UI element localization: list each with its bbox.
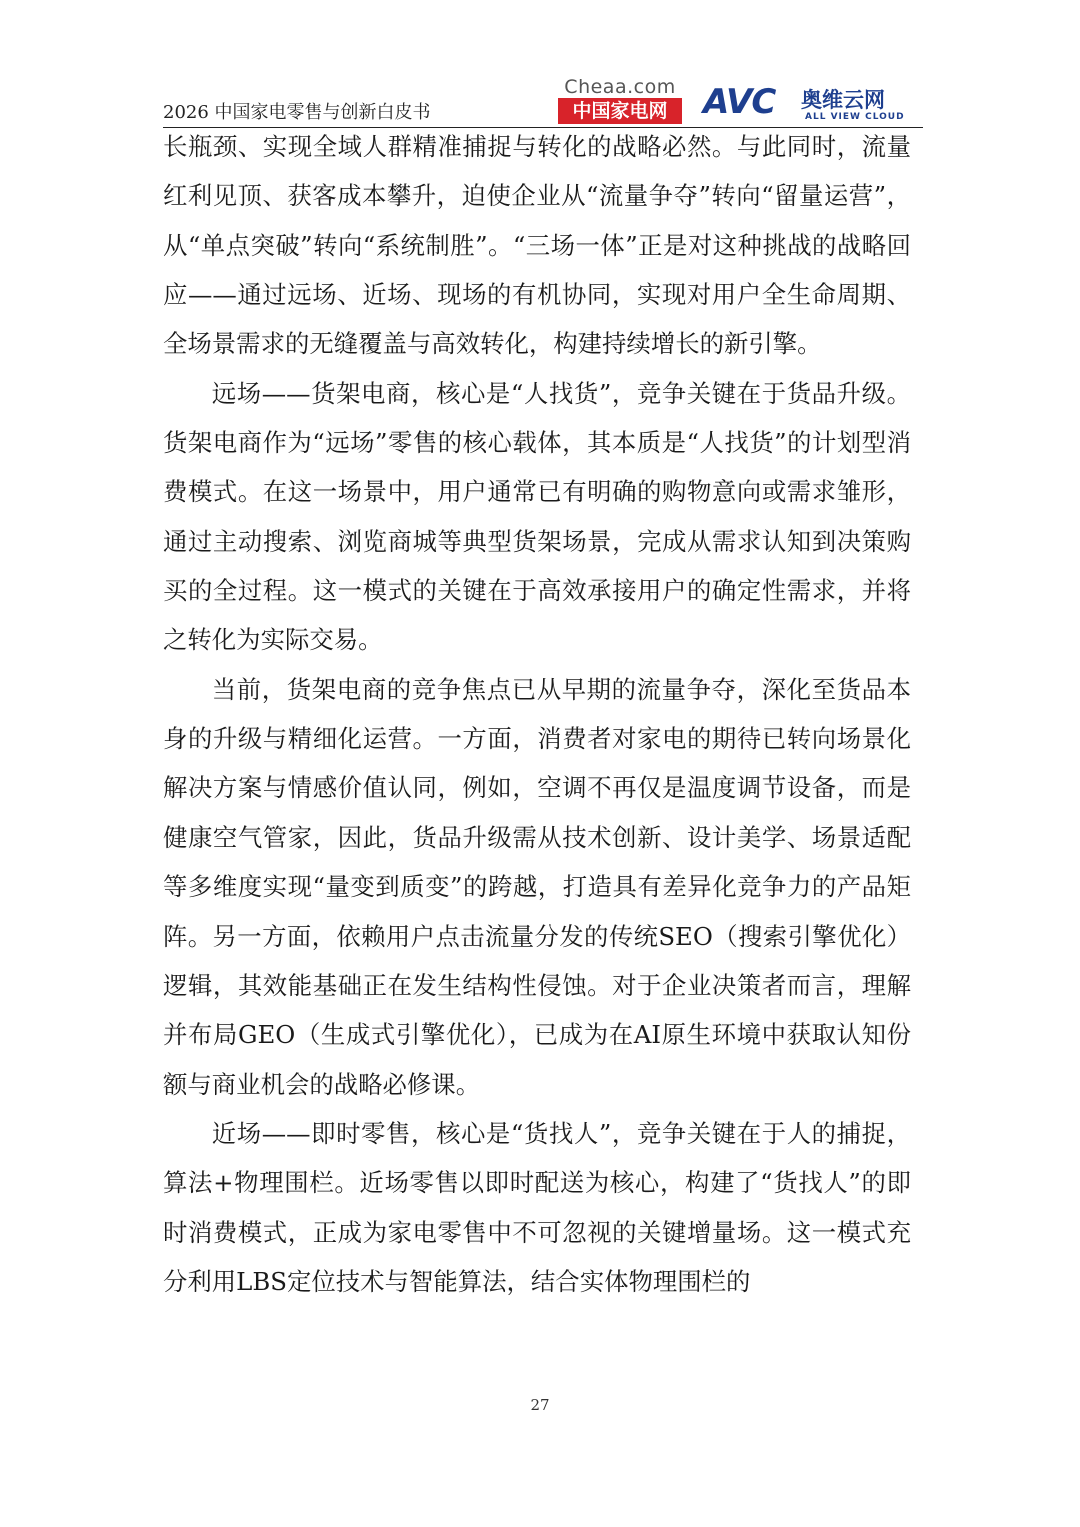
body-text [163, 122, 911, 1306]
avc-logo-english: ALL VIEW CLOUD [805, 112, 905, 122]
paragraph-3: 当前，货架电商的竞争焦点已从早期的流量争夺，深化至货品本身的升级与精细化运营。一方面，消费者对家电的期待已转向场景化解决方案与情感价值认同，例如，空调不再仅是温度调节设备，而是健康空气管家，因此，货品升级需从技术创新、设计美学、场景适配等多维度实现“量变到质变”的跨越，打造具有差异化竞争力的产品矩阵。另一方面，依赖用户点击流量分发的传统SEO（搜索引擎优化）逻辑，其效能基础正在发生结构性侵蚀。对于企业决策者而言，理解并布局GEO（生成式引擎优化），已成为在AI原生环境中获取认知份额与商业机会的战略必修课。 [163, 674, 911, 1099]
cheaa-logo [558, 76, 682, 124]
avc-logo-mark: AVC [703, 82, 776, 122]
document-title: 2026 中国家电零售与创新白皮书 [163, 102, 431, 123]
paragraph-2: 远场——货架电商，核心是“人找货”，竞争关键在于货品升级。货架电商作为“远场”零售的核心载体，其本质是“人找货”的计划型消费模式。在这一场景中，用户通常已有明确的购物意向或需求雏形，通过主动搜索、浏览商城等典型货架场景，完成从需求认知到决策购买的全过程。这一模式的关键在于高效承接用户的确定性需求，并将之转化为实际交易。 [163, 378, 911, 655]
paragraph-1: 长瓶颈、实现全域人群精准捕捉与转化的战略必然。与此同时，流量红利见顶、获客成本攀升，迫使企业从“流量争夺”转向“留量运营”，从“单点突破”转向“系统制胜”。“三场一体”正是对这种挑战的战略回应——通过远场、近场、现场的有机协同，实现对用户全生命周期、全场景需求的无缝覆盖与高效转化，构建持续增长的新引擎。 [163, 132, 911, 359]
paragraph-4: 近场——即时零售，核心是“货找人”，竞争关键在于人的捕捉，算法+物理围栏。近场零售以即时配送为核心，构建了“货找人”的即时消费模式，正成为家电零售中不可忽视的关键增量场。这一模式充分利用LBS定位技术与智能算法，结合实体物理围栏的 [163, 1118, 911, 1296]
avc-logo-chinese: 奥维云网 [801, 88, 885, 112]
cheaa-logo-top: Cheaa.com [564, 76, 676, 98]
page-number: 27 [530, 1396, 550, 1414]
cheaa-logo-bottom: 中国家电网 [558, 98, 682, 124]
page-header [163, 76, 923, 128]
